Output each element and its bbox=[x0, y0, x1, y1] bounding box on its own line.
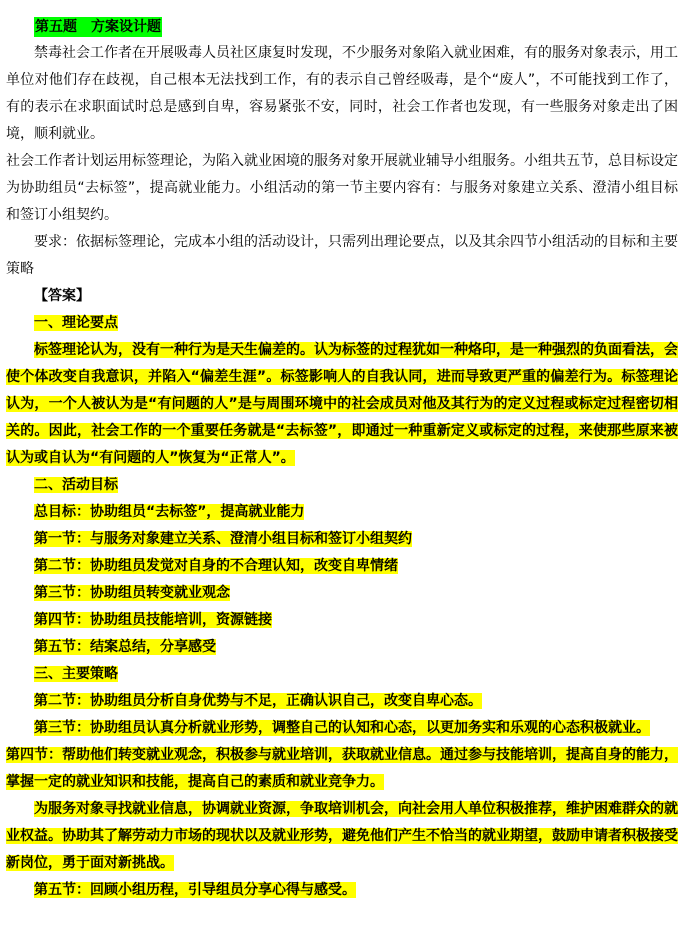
requirement-paragraph: 要求：依据标签理论，完成本小组的活动设计，只需列出理论要点，以及其余四节小组活动的目标和主要策略 bbox=[6, 234, 678, 277]
goal-item: 总目标：协助组员“去标签”，提高就业能力 bbox=[34, 504, 305, 520]
question-title: 第五题 方案设计题 bbox=[35, 19, 161, 35]
scenario-paragraph-1: 禁毒社会工作者在开展吸毒人员社区康复时发现，不少服务对象陷入就业困难，有的服务对象表示，用工单位对他们存在歧视，自己根本无法找到工作，有的表示自己曾经吸毒，是个“废人”，不可能找到工作了，有的表示在求职面试时总是感到自卑，容易紧张不安，同时，社会工作者也发现，有一些服务对象走出了困境，顺利就业。 bbox=[6, 45, 678, 142]
goal-item: 第一节：与服务对象建立关系、澄清小组目标和签订小组契约 bbox=[34, 531, 412, 547]
strategy-session-4-detail: 为服务对象寻找就业信息，协调就业资源，争取培训机会，向社会用人单位积极推荐，维护困难群众的就业权益。协助其了解劳动力市场的现状以及就业形势，避免他们产生不恰当的就业期望，鼓励申请者积极接受新岗位，勇于面对新挑战。 bbox=[6, 801, 678, 871]
goal-item: 第五节：结案总结，分享感受 bbox=[34, 639, 216, 655]
strategy-session-5: 第五节：回顾小组历程，引导组员分享心得与感受。 bbox=[34, 882, 356, 898]
goal-item: 第四节：协助组员技能培训，资源链接 bbox=[34, 612, 272, 628]
goal-item: 第三节：协助组员转变就业观念 bbox=[34, 585, 230, 601]
scenario-paragraph-2: 社会工作者计划运用标签理论，为陷入就业困境的服务对象开展就业辅导小组服务。小组共五节，总目标设定为协助组员“去标签”，提高就业能力。小组活动的第一节主要内容有：与服务对象建立关系、澄清小组目标和签订小组契约。 bbox=[6, 153, 678, 223]
section-theory-title: 一、理论要点 bbox=[34, 315, 118, 331]
strategy-session-4: 第四节：帮助他们转变就业观念，积极参与就业培训，获取就业信息。通过参与技能培训，提高自身的能力，掌握一定的就业知识和技能，提高自己的素质和就业竞争力。 bbox=[6, 747, 678, 790]
section-goals-title: 二、活动目标 bbox=[34, 477, 118, 493]
section-theory-body: 标签理论认为，没有一种行为是天生偏差的。认为标签的过程犹如一种烙印，是一种强烈的负面看法，会使个体改变自我意识，并陷入“偏差生涯”。标签影响人的自我认同，进而导致更严重的偏差行为。标签理论认为，一个人被认为是“有问题的人”是与周围环境中的社会成员对他及其行为的定义过程或标定过程密切相关的。因此，社会工作的一个重要任务就是“去标签”，即通过一种重新定义或标定的过程，来使那些原来被认为或自认为“有问题的人”恢复为“正常人”。 bbox=[6, 342, 678, 466]
section-strategy-title: 三、主要策略 bbox=[34, 666, 118, 682]
answer-label: 【答案】 bbox=[34, 288, 90, 304]
goal-item: 第二节：协助组员发觉对自身的不合理认知，改变自卑情绪 bbox=[34, 558, 398, 574]
strategy-session-3: 第三节：协助组员认真分析就业形势，调整自己的认知和心态，以更加务实和乐观的心态积极就业。 bbox=[34, 720, 650, 736]
strategy-session-2: 第二节：协助组员分析自身优势与不足，正确认识自己，改变自卑心态。 bbox=[34, 693, 482, 709]
